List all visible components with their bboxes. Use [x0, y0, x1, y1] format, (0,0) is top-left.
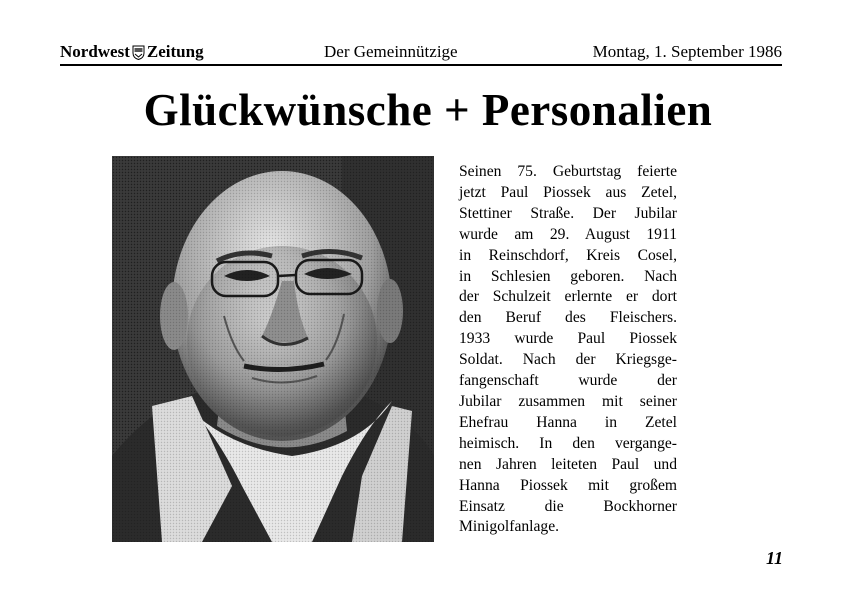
article-line: wurde am 29. August 1911 [459, 225, 677, 243]
page-number: 11 [765, 548, 783, 568]
article-line: Hanna Piossek mit großem [459, 476, 677, 494]
newspaper-masthead [60, 42, 204, 62]
article-line: nen Jahren leiteten Paul und [459, 455, 677, 473]
page-header [60, 40, 782, 66]
article-line: der Schulzeit erlernte er dort [459, 288, 677, 306]
section-name: Der Gemeinnützige [324, 42, 458, 61]
article-line: in Reinschdorf, Kreis Cosel, [459, 246, 677, 264]
article-line: Seinen 75. Geburtstag feierte [459, 163, 677, 180]
portrait-photo [112, 156, 434, 542]
article-line: Stettiner Straße. Der Jubilar [459, 204, 677, 222]
article-line: 1933 wurde Paul Piossek [459, 330, 677, 348]
article-line: Einsatz die Bockhorner [459, 497, 677, 515]
article-line: Soldat. Nach der Kriegsge- [459, 351, 677, 369]
article-line: den Beruf des Fleischers. [459, 309, 677, 327]
newspaper-crest-icon [132, 45, 145, 60]
masthead-right: Zeitung [146, 42, 204, 61]
masthead-left: Nordwest [60, 42, 130, 61]
article-line: Minigolfanlage. [459, 518, 560, 536]
page-headline: Glückwünsche + Personalien [143, 85, 713, 135]
article-line: fangenschaft wurde der [459, 372, 677, 390]
article-line: Ehefrau Hanna in Zetel [459, 413, 677, 431]
article-line: in Schlesien geboren. Nach [459, 267, 677, 285]
article-line: Jubilar zusammen mit seiner [459, 392, 677, 410]
article-line: jetzt Paul Piossek aus Zetel, [459, 183, 677, 201]
article-line: heimisch. In den vergange- [459, 434, 677, 452]
article-text [459, 162, 677, 538]
publication-date: Montag, 1. September 1986 [592, 42, 782, 61]
